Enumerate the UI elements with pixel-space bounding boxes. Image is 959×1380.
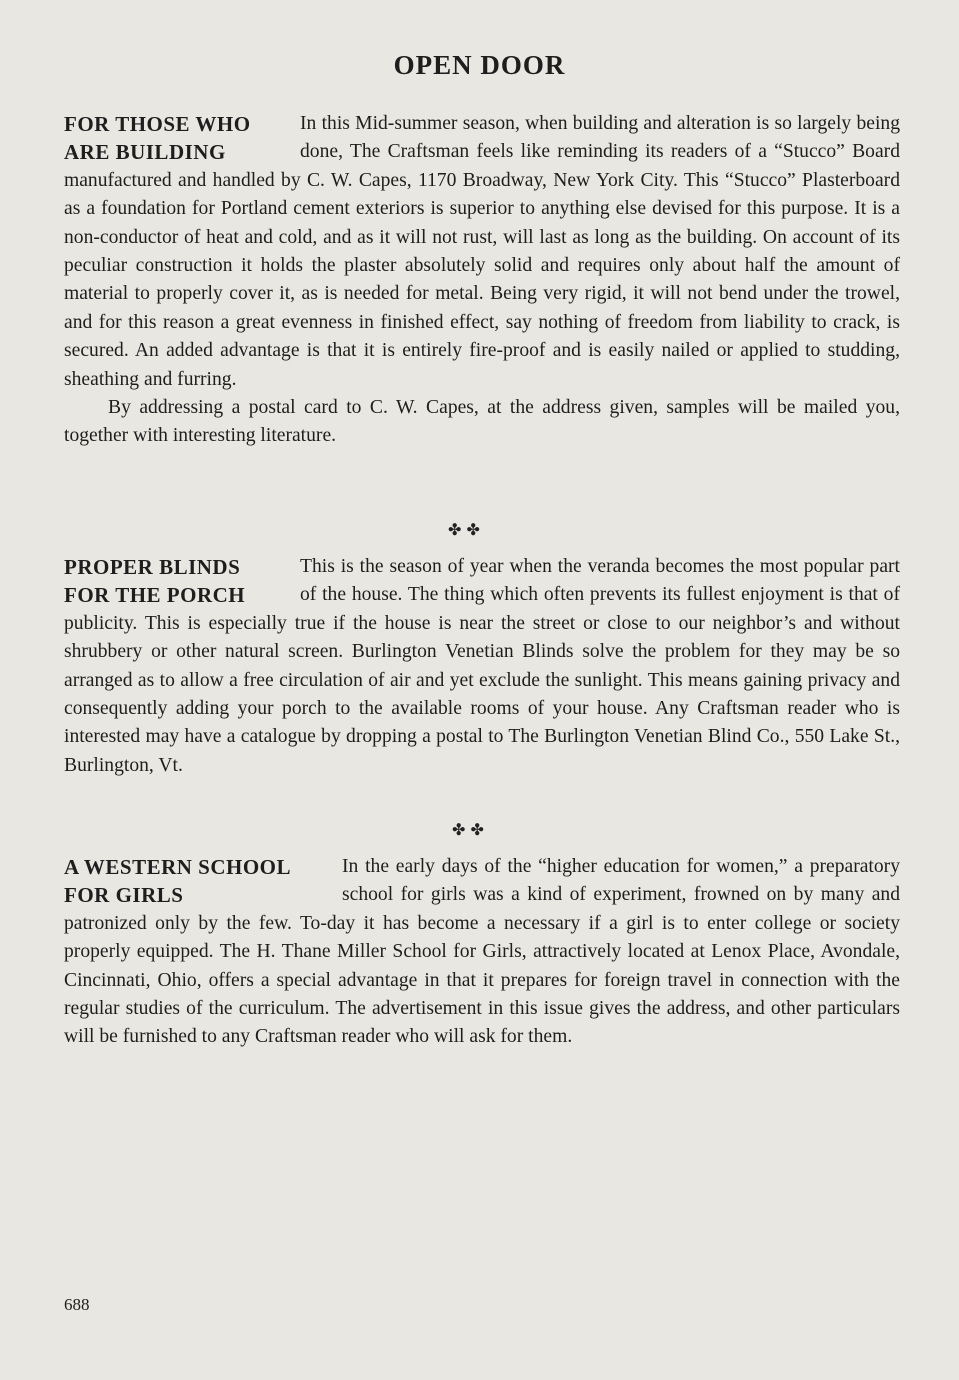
article-for-those-who-are-building (64, 110, 900, 451)
article-heading (64, 110, 300, 167)
article-proper-blinds-for-the-porch (64, 553, 900, 780)
heading-line: FOR THE PORCH (64, 583, 246, 608)
heading-line: FOR THOSE WHO (64, 112, 251, 136)
article-paragraph: In the early days of the “higher education for women,” a preparatory school for girls was a kind of experiment, frowned on by many and patronized only by the few. To-day it has become a necessary if a girl is to enter college or society properly equipped. The H. Thane Miller School for Girls, attractively located at Lenox Place, Avondale, Cincinnati, Ohio, offers a special advantage in that it prepares for foreign travel in connection with the regular studies of the curriculum. The advertisement in this issue gives the address, and other particulars will be furnished to any Craftsman reader who will ask for them. (64, 856, 900, 1048)
article-paragraph: This is the season of year when the veranda becomes the most popular part of the house. The thing which often prevents its fullest enjoyment is that of publicity. This is especially true if the house is near the street or close to our neighbor’s and without shrubbery or other natural screen. Burlington Venetian Blinds solve the problem for they may be so arranged as to allow a free circulation of air and yet exclude the sunlight. This means gaining privacy and consequently adding your porch to the available rooms of your house. Any Craftsman reader who is interested may have a catalogue by dropping a postal to The Burlington Venetian Blind Co., 550 Lake St., Burlington, Vt. (64, 556, 900, 776)
ornament-divider-icon: ✤ ✤ (452, 820, 484, 839)
heading-line: A WESTERN SCHOOL (64, 855, 292, 879)
article-heading (64, 553, 300, 610)
page-title: OPEN DOOR (393, 50, 566, 80)
ornament-divider-icon: ✤ ✤ (448, 520, 480, 539)
article-heading (64, 853, 342, 910)
heading-line: ARE BUILDING (64, 140, 226, 165)
page-number: 688 (64, 1295, 90, 1314)
article-paragraph: By addressing a postal card to C. W. Capes, at the address given, samples will be mailed you, together with interesting literature. (64, 397, 900, 447)
heading-line: PROPER BLINDS (64, 555, 241, 579)
article-paragraph: In this Mid-summer season, when building and alteration is so largely being done, The Craftsman feels like reminding its readers of a “Stucco” Board manufactured and handled by C. W. Capes, 1170 Broadway, New York City. This “Stucco” Plasterboard as a foundation for Portland cement exteriors is superior to anything else devised for this purpose. It is a non-conductor of heat and cold, and as it will not rust, will last as long as the building. On account of its peculiar construction it holds the plaster absolutely solid and requires only about half the amount of material to properly cover it, as is needed for metal. Being very rigid, it will not bend under the trowel, and for this reason a great evenness in finished effect, say nothing of freedom from liability to crack, is secured. An added advantage is that it is entirely fire-proof and is easily nailed or applied to studding, sheathing and furring. (64, 113, 900, 390)
heading-line: FOR GIRLS (64, 883, 184, 908)
article-a-western-school-for-girls (64, 853, 900, 1052)
